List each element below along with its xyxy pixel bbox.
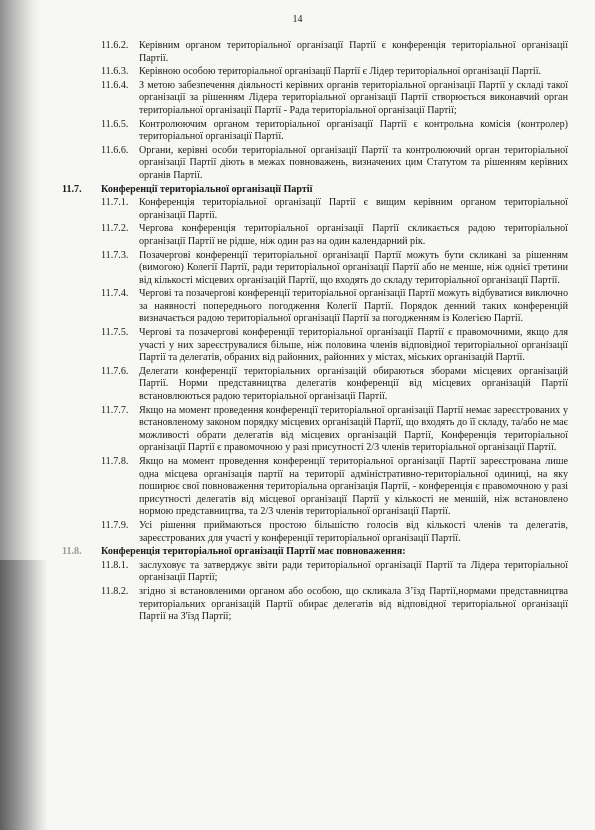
clause-text: Органи, керівні особи територіальної організації Партії та контролюючий орган територіальної організації Партії діють в межах повноважень, визначених цим Статутом та рішенням керівних органів Партії. bbox=[139, 144, 568, 181]
clause-text: Чергова конференція територіальної організації Партії скликається радою територіальної організації Партії не рідше, ніж один раз на один календарний рік. bbox=[139, 223, 568, 247]
clause-number: 11.7.5. bbox=[101, 327, 129, 339]
clause-number: 11.7.6. bbox=[101, 365, 129, 377]
clause-text: заслуховує та затверджує звіти ради територіальної організації Партії та Лідера територіальної організації Партії; bbox=[139, 559, 568, 584]
clause-text: Керівною особою територіальної організації Партії є Лідер територіальної організації Партії. bbox=[139, 66, 542, 78]
clause-number: 11.8.1. bbox=[101, 559, 129, 571]
clause-11-7-9 bbox=[101, 519, 568, 545]
clause-11-8-1 bbox=[101, 559, 568, 585]
clause-text: Контролюючим органом територіальної організації Партії є контрольна комісія (контролер) територіальної організації Партії. bbox=[139, 118, 568, 143]
clause-11-6-2 bbox=[101, 40, 568, 65]
clause-11-8-2 bbox=[101, 585, 568, 624]
clause-text: Чергові та позачергові конференції територіальної організації Партії є правомочними, якщо для участі у них зареєструвалися більше, ніж половина членів відповідної територіальної організації Партії та делегатів, обраних від районних, районних у містах, міських організацій Партії. bbox=[139, 327, 568, 364]
clause-11-7-1 bbox=[101, 197, 568, 222]
clause-11-7-5 bbox=[101, 327, 568, 365]
clause-11-7-8 bbox=[101, 456, 568, 519]
clause-number: 11.7.1. bbox=[101, 197, 129, 209]
clause-number: 11.6.6. bbox=[101, 144, 129, 156]
clause-text: Усі рішення приймаються простою більшістю голосів від кількості членів та делегатів, зареєстрованих для участі у конференції територіальної організації Партії. bbox=[139, 519, 568, 544]
clause-number: 11.6.5. bbox=[101, 118, 129, 130]
clause-text: згідно зі встановленими органом або особою, що скликала З’їзд Партії,нормами представництва територіальних організацій Партії обирає делегатів від відповідної територіальної організації Партії на З'їзд Партії; bbox=[139, 585, 568, 623]
section-number: 11.8. bbox=[62, 546, 82, 558]
document-body bbox=[0, 40, 595, 625]
clause-number: 11.6.2. bbox=[101, 40, 129, 51]
clause-number: 11.8.2. bbox=[101, 585, 129, 597]
clause-11-6-4 bbox=[101, 79, 568, 118]
section-heading-11-7 bbox=[62, 183, 568, 197]
clause-text: Делегати конференції територіальних організацій обираються зборами місцевих організацій Партії. Норми представництва делегатів конференції від місцевих організацій Партії встановлюються радою територіальної організації Партії. bbox=[139, 365, 568, 403]
clause-text: Якщо на момент проведення конференції територіальної організації Партії зареєстрована лише одна місцева організація партії на території адміністративно-територіальної одиниці, на яку поширює свої повноваження територіальна організація Партії, - конференція є правомочною у разі присутності делегатів від місцевої організації Партії у кількості не меншій, ніж встановлено нормою представництва, та 2/3 членів територіальної організації Партії. bbox=[139, 456, 568, 518]
clause-text: Керівним органом територіальної організації Партії є конференція територіальної організації Партії. bbox=[139, 40, 568, 64]
clause-11-6-6 bbox=[101, 144, 568, 183]
clause-text: Позачергові конференції територіальної організації Партії можуть бути скликані за рішенням (вимогою) Колегії Партії, ради територіальної організації Партії або не менше, ніж однієї третини від кількості місцевих організацій Партії, що входять до складу територіальної організації Партії. bbox=[139, 249, 568, 286]
clause-number: 11.7.2. bbox=[101, 223, 129, 235]
clause-11-7-6 bbox=[101, 365, 568, 404]
clause-11-6-3 bbox=[101, 66, 568, 79]
clause-number: 11.7.3. bbox=[101, 249, 129, 261]
clause-11-7-4 bbox=[101, 288, 568, 326]
clause-number: 11.7.4. bbox=[101, 288, 129, 300]
clause-text: Якщо на момент проведення конференції територіальної організації Партії немає зареєстрованих у встановленому законом порядку місцевих організацій Партії, що входять до її складу, та/або не має можливості обрати делегатів від місцевих організацій Партії, Конференція територіальної організації Партії є правомочною у разі присутності 2/3 членів територіальної організації Партії. bbox=[139, 404, 568, 454]
section-number: 11.7. bbox=[62, 183, 82, 195]
clause-number: 11.7.9. bbox=[101, 519, 129, 531]
clause-11-7-2 bbox=[101, 223, 568, 248]
clause-11-7-7 bbox=[101, 404, 568, 455]
clause-number: 11.6.3. bbox=[101, 66, 129, 78]
section-title: Конференції територіальної організації Партії bbox=[101, 183, 313, 195]
clause-text: Конференція територіальної організації Партії є вищим керівним органом територіальної організації Партії. bbox=[139, 197, 568, 221]
clause-number: 11.6.4. bbox=[101, 79, 129, 91]
clause-11-6-5 bbox=[101, 118, 568, 144]
clause-text: З метою забезпечення діяльності керівних органів територіальної організації Партії у складі такої організації за рішенням Лідера територіальної організації Партії створюється виконавчий орган територіальної організації Партії - Рада територіальної організації Партії; bbox=[139, 79, 568, 116]
clause-text: Чергові та позачергові конференції територіальної організації Партії можуть відбуватися виключно за наявності попереднього погодження Колегії Партії. Порядок денний таких конференцій визначається радою територіальної організації Партії за погодженням із Колегією Партії. bbox=[139, 288, 568, 325]
section-heading-11-8 bbox=[62, 546, 568, 559]
clause-number: 11.7.8. bbox=[101, 456, 129, 467]
section-title: Конференція територіальної організації Партії має повноваження: bbox=[101, 546, 406, 558]
clause-11-7-3 bbox=[101, 249, 568, 288]
page-number: 14 bbox=[292, 14, 303, 25]
clause-number: 11.7.7. bbox=[101, 404, 129, 416]
